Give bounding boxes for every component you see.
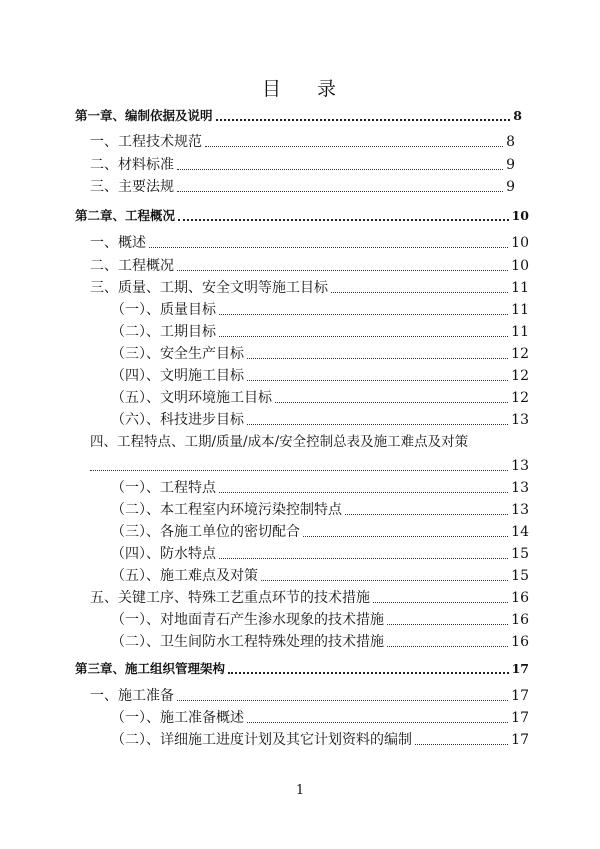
toc-entry [111, 568, 529, 584]
toc-entry-page: 9 [506, 179, 515, 195]
toc-entry-label: （二）、卫生间防水工程特殊处理的技术措施 [111, 634, 384, 650]
toc-entry [111, 710, 529, 726]
toc-title-char-1: 目 [261, 78, 283, 100]
toc-leader-dots [216, 118, 511, 121]
toc-entry-page: 17 [511, 710, 529, 726]
toc-entry-page: 17 [511, 688, 529, 704]
toc-entry-page: 16 [511, 612, 529, 628]
toc-entry-page: 15 [511, 546, 529, 562]
toc-leader-dots [275, 401, 508, 403]
toc-entry-label: （一）、对地面青石产生渗水现象的技术措施 [111, 612, 384, 628]
toc-entry [90, 280, 529, 296]
toc-entry-label: 二、工程概况 [90, 258, 174, 274]
toc-leader-dots [415, 743, 508, 745]
toc-leader-dots [228, 671, 509, 674]
toc-entry [111, 634, 529, 650]
toc-entry [111, 346, 529, 362]
toc-entry-label: （一）、施工准备概述 [111, 710, 244, 726]
toc-leader-dots [387, 623, 508, 625]
toc-leader-dots [303, 535, 508, 537]
toc-entry [90, 590, 529, 606]
toc-entry-page: 17 [511, 732, 529, 748]
page-number: 1 [295, 783, 305, 798]
toc-leader-dots [219, 313, 508, 315]
toc-leader-dots [178, 218, 509, 221]
toc-entry-page: 16 [511, 634, 529, 650]
toc-entry [90, 434, 529, 450]
toc-entry-label: 三、质量、工期、安全文明等施工目标 [90, 280, 328, 296]
toc-entry [111, 302, 529, 318]
toc-entry-label: （五）、施工难点及对策 [111, 568, 258, 584]
toc-entry [111, 546, 529, 562]
toc-leader-dots [219, 491, 508, 493]
toc-entry-label: 四、工程特点、工期/质量/成本/安全控制总表及施工难点及对策 [90, 434, 469, 450]
toc-leader-dots [205, 145, 503, 147]
toc-entry-label: （二）、详细施工进度计划及其它计划资料的编制 [111, 732, 412, 748]
toc-entry [111, 612, 529, 628]
toc-entry [111, 412, 529, 428]
toc-entry [111, 502, 529, 518]
toc-entry-label: 第一章、编制依据及说明 [75, 108, 213, 123]
toc-entry-page: 9 [506, 157, 515, 173]
toc-leader-dots [331, 291, 508, 293]
toc-entry-page: 13 [511, 458, 529, 474]
toc-entry-page: 13 [511, 412, 529, 428]
toc-entry [90, 157, 515, 173]
toc-entry-label: （三）、各施工单位的密切配合 [111, 524, 300, 540]
toc-entry [90, 688, 529, 704]
toc-entry-page: 12 [511, 390, 529, 406]
toc-entry [90, 235, 529, 251]
toc-entry [111, 480, 529, 496]
toc-entry-page: 10 [511, 258, 529, 274]
toc-entry-page: 8 [513, 108, 522, 123]
toc-leader-dots [177, 190, 503, 192]
toc-title [0, 74, 600, 101]
toc-entry-label: 五、关键工序、特殊工艺重点环节的技术措施 [90, 590, 370, 606]
toc-leader-dots [373, 601, 508, 603]
toc-leader-dots [247, 423, 508, 425]
toc-entry-page: 10 [511, 235, 529, 251]
toc-entry [90, 134, 515, 150]
toc-entry-label: （二）、工期目标 [111, 324, 216, 340]
toc-entry [111, 324, 529, 340]
toc-entry-label: （一）、质量目标 [111, 302, 216, 318]
toc-entry-label: 二、材料标准 [90, 157, 174, 173]
toc-leader-dots [219, 335, 508, 337]
toc-leader-dots [177, 168, 503, 170]
toc-entry [90, 179, 515, 195]
toc-entry-label: （五）、文明环境施工目标 [111, 390, 272, 406]
toc-entry-chapter-2 [75, 208, 529, 224]
toc-entry-label: （二）、本工程室内环境污染控制特点 [111, 502, 342, 518]
toc-entry-page: 10 [511, 208, 529, 223]
toc-entry-label: （六）、科技进步目标 [111, 412, 244, 428]
toc-leader-dots [345, 513, 508, 515]
toc-entry-label: 三、主要法规 [90, 179, 174, 195]
toc-entry-page: 14 [511, 524, 529, 540]
toc-entry-page: 11 [511, 302, 529, 318]
toc-entry-page: 8 [506, 134, 515, 150]
toc-entry-label: （一）、工程特点 [111, 480, 216, 496]
toc-entry-chapter-1 [75, 108, 522, 124]
toc-entry [111, 524, 529, 540]
toc-entry-label: 一、概述 [90, 235, 146, 251]
toc-entry-page: 16 [511, 590, 529, 606]
toc-entry [111, 390, 529, 406]
toc-leader-dots [247, 379, 508, 381]
toc-leader-dots [261, 579, 508, 581]
toc-entry-page: 13 [511, 502, 529, 518]
toc-entry-label: 第二章、工程概况 [75, 208, 176, 223]
toc-leader-dots [219, 557, 508, 559]
toc-entry-continuation [90, 458, 529, 474]
toc-entry [90, 258, 529, 274]
toc-entry-label: （四）、防水特点 [111, 546, 216, 562]
toc-leader-dots [90, 469, 508, 471]
toc-entry-label: （三）、安全生产目标 [111, 346, 244, 362]
toc-entry [111, 732, 529, 748]
toc-leader-dots [177, 269, 508, 271]
toc-entry-page: 13 [511, 480, 529, 496]
toc-entry-label: （四）、文明施工目标 [111, 368, 244, 384]
toc-entry-label: 一、工程技术规范 [90, 134, 202, 150]
toc-title-char-2: 录 [317, 78, 339, 100]
toc-leader-dots [177, 699, 508, 701]
toc-entry-page: 11 [511, 324, 529, 340]
toc-entry-page: 11 [511, 280, 529, 296]
toc-entry-page: 15 [511, 568, 529, 584]
toc-entry [111, 368, 529, 384]
toc-entry-page: 12 [511, 368, 529, 384]
toc-entry-page: 17 [511, 661, 529, 676]
toc-leader-dots [247, 721, 508, 723]
toc-leader-dots [387, 645, 508, 647]
toc-leader-dots [247, 357, 508, 359]
toc-entry-label: 一、施工准备 [90, 688, 174, 704]
toc-leader-dots [149, 246, 508, 248]
toc-entry-page: 12 [511, 346, 529, 362]
toc-entry-chapter-3 [75, 661, 529, 677]
toc-entry-label: 第三章、施工组织管理架构 [75, 661, 226, 676]
